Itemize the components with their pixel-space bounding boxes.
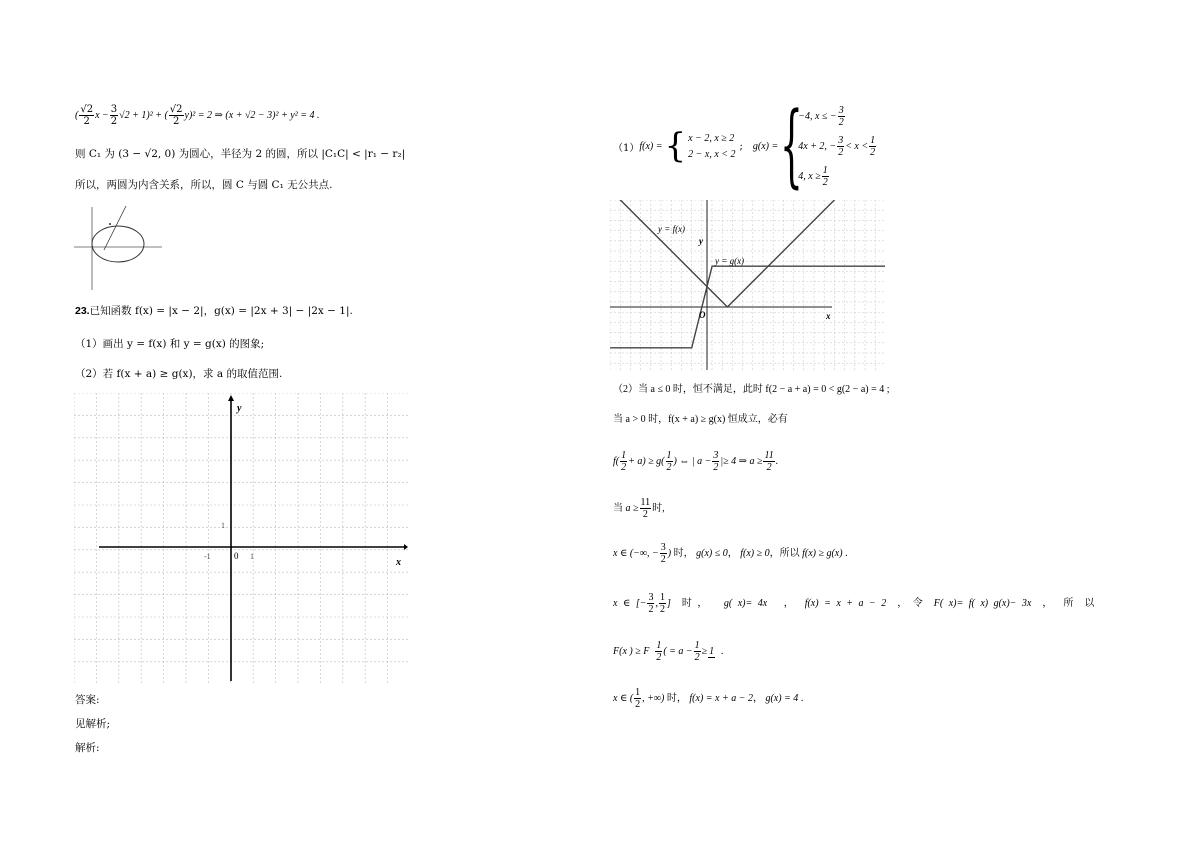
circle-sketch xyxy=(72,202,164,292)
F-inequality-line: F(x ) ≥ F $\frac{1}{2}$ ( = a − $\frac{1}{2}$ ≥ 1 . xyxy=(613,640,724,663)
x-axis-arrow xyxy=(404,544,408,550)
x-tick-neg1-label: -1 xyxy=(204,552,211,561)
f-case-1: x − 2, x ≥ 2 xyxy=(688,132,735,144)
g-case-2: 4x + 2, − $\frac{3}{2}$ < x < $\frac{1}{2}$ xyxy=(798,134,876,158)
analysis-label: 解析: xyxy=(75,742,100,754)
origin-label: O xyxy=(699,310,706,320)
question-part-2: （2）若 f(x + a) ≥ g(x)，求 a 的取值范围. xyxy=(75,368,283,380)
see-analysis-label: 见解析; xyxy=(75,718,111,730)
conclusion-line: 所以，两圆为内含关系，所以，圆 C 与圆 C₁ 无公共点. xyxy=(75,179,333,191)
g-graph-label: y = g(x) xyxy=(715,256,745,266)
question-23 xyxy=(75,305,353,317)
question-part-1: （1）画出 y = f(x) 和 y = g(x) 的图象; xyxy=(75,338,265,350)
g-case-3: 4, x ≥ $\frac{1}{2}$ xyxy=(798,164,828,188)
f-cases xyxy=(688,130,735,162)
origin-label: 0 xyxy=(234,551,239,561)
g-cases xyxy=(798,101,877,191)
answer-label: 答案: xyxy=(75,694,100,706)
question-number: 23. xyxy=(75,305,90,317)
interval-3-line: x ∈ ( $\frac{1}{2}$ , +∞) 时， f(x) = x + a − 2， g(x) = 4 . xyxy=(613,687,804,710)
f-definition-lhs: f(x) = xyxy=(639,140,663,152)
x-axis-label: x xyxy=(396,557,401,568)
solution-graph xyxy=(610,200,885,370)
x-tick-1-label: 1 xyxy=(250,552,254,561)
equivalence-line: f( $\frac{1}{2}$ + a) ≥ g( $\frac{1}{2}$ ) ⇔ | a − $\frac{3}{2}$ |≥ 4 ⇒ a ≥ $\frac{11}{2}$ . xyxy=(613,450,779,473)
y-axis-label: y xyxy=(237,403,242,414)
f-brace: { xyxy=(664,126,687,166)
g-definition-lhs: g(x) = xyxy=(752,140,779,152)
interval-1-line: x ∈ (−∞, − $\frac{3}{2}$ ) 时， g(x) ≤ 0， f(x) ≥ 0，所以 f(x) ≥ g(x) . xyxy=(613,542,848,565)
part2-line: （2）当 a ≤ 0 时，恒不满足，此时 f(2 − a + a) = 0 < g(2 − a) = 4 ; xyxy=(613,384,890,395)
y-axis-arrow xyxy=(228,395,234,401)
g-case-1: −4, x ≤ − $\frac{3}{2}$ xyxy=(798,104,844,128)
y-axis-label: y xyxy=(699,236,703,246)
y-tick-1-label: 1 xyxy=(221,521,225,530)
sketch-ellipse xyxy=(92,226,144,262)
g-brace: { xyxy=(780,93,804,198)
a-positive-line: 当 a > 0 时，f(x + a) ≥ g(x) 恒成立，必有 xyxy=(613,414,788,425)
circle-center-line: 则 C₁ 为 (3 − √2, 0) 为圆心，半径为 2 的圆，所以 |C₁C| < |r₁ − r₂| xyxy=(75,148,406,160)
question-text: 已知函数 f(x) = |x − 2|，g(x) = |2x + 3| − |2x − 1|. xyxy=(89,305,353,317)
f-case-2: 2 − x, x < 2 xyxy=(688,148,736,160)
equation-line: ( $\frac{√2}{2}$ x − $\frac{3}{2}$ √2 + 1)² + ( $\frac{√2}{2}$ y)² = 2 ⇒ (x + √2 − 3)² + y² = 4 . xyxy=(75,104,320,127)
when-a-line: 当 a ≥ $\frac{11}{2}$ 时, xyxy=(613,497,665,520)
interval-2-line: x ∈ [− $\frac{3}{2}$ , $\frac{1}{2}$ ] 时 ， g( x)= 4x ， f(x) = x + a − 2 ， 令 F( x)= f( x) g(x)− 3x ， 所 以 xyxy=(613,592,1095,615)
f-graph-label: y = f(x) xyxy=(658,224,686,234)
x-axis-label: x xyxy=(826,311,831,321)
part1-label: （1） xyxy=(613,142,640,154)
piecewise-definitions: （1） f(x) = { x − 2, x ≥ 2 2 − x, x < 2 ; g(x) = { −4, x ≤ − $\frac{3}{2}$ 4x + 2, − $\frac{3}{2}$ < x < $\frac{1}{2}$ 4, x ≥ $\frac{1}{2}$ xyxy=(613,93,876,198)
sketch-point xyxy=(109,223,111,225)
blank-coordinate-grid xyxy=(74,393,408,683)
